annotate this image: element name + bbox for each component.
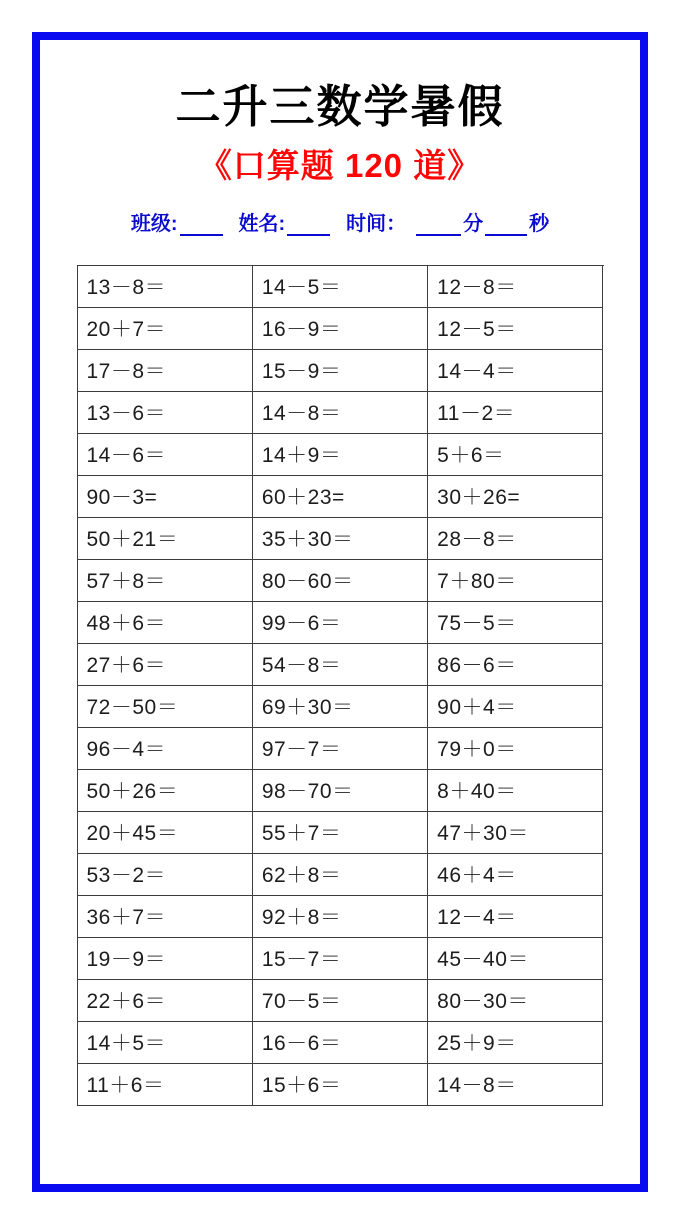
page-subtitle: 《口算题 120 道》	[198, 147, 482, 184]
problem-cell: 14－6＝	[78, 434, 253, 476]
problem-cell: 11－2＝	[428, 392, 603, 434]
problem-cell: 36＋7＝	[78, 896, 253, 938]
problem-cell: 12－8＝	[428, 266, 603, 308]
page-title: 二升三数学暑假	[175, 81, 505, 132]
problem-cell: 13－8＝	[78, 266, 253, 308]
problem-cell: 8＋40＝	[428, 770, 603, 812]
problem-cell: 48＋6＝	[78, 602, 253, 644]
problem-cell: 75－5＝	[428, 602, 603, 644]
problem-cell: 46＋4＝	[428, 854, 603, 896]
problem-cell: 53－2＝	[78, 854, 253, 896]
problem-cell: 13－6＝	[78, 392, 253, 434]
seconds-label: 秒	[529, 212, 550, 235]
problem-cell: 14＋5＝	[78, 1022, 253, 1064]
problem-cell: 28－8＝	[428, 518, 603, 560]
problem-cell: 12－5＝	[428, 308, 603, 350]
problem-cell: 98－70＝	[253, 770, 428, 812]
problem-cell: 70－5＝	[253, 980, 428, 1022]
problem-cell: 80－30＝	[428, 980, 603, 1022]
problem-cell: 90－3=	[78, 476, 253, 518]
problem-cell: 16－9＝	[253, 308, 428, 350]
problem-cell: 15－9＝	[253, 350, 428, 392]
problem-cell: 57＋8＝	[78, 560, 253, 602]
problem-cell: 12－4＝	[428, 896, 603, 938]
problem-cell: 11＋6＝	[78, 1064, 253, 1106]
problem-cell: 19－9＝	[78, 938, 253, 980]
problem-cell: 25＋9＝	[428, 1022, 603, 1064]
problem-cell: 80－60＝	[253, 560, 428, 602]
problem-cell: 22＋6＝	[78, 980, 253, 1022]
problem-cell: 79＋0＝	[428, 728, 603, 770]
problem-cell: 16－6＝	[253, 1022, 428, 1064]
time-minutes-blank	[416, 214, 461, 236]
problem-cell: 27＋6＝	[78, 644, 253, 686]
problem-cell: 72－50＝	[78, 686, 253, 728]
name-label: 姓名:	[238, 212, 286, 235]
problem-cell: 86－6＝	[428, 644, 603, 686]
problem-cell: 50＋26＝	[78, 770, 253, 812]
page-border-frame	[32, 32, 648, 1192]
problem-cell: 92＋8＝	[253, 896, 428, 938]
problems-table	[77, 265, 604, 1106]
problem-cell: 96－4＝	[78, 728, 253, 770]
problem-cell: 15－7＝	[253, 938, 428, 980]
problem-cell: 50＋21＝	[78, 518, 253, 560]
problem-cell: 14－4＝	[428, 350, 603, 392]
problem-cell: 55＋7＝	[253, 812, 428, 854]
problem-cell: 97－7＝	[253, 728, 428, 770]
problem-cell: 60＋23=	[253, 476, 428, 518]
problem-cell: 54－8＝	[253, 644, 428, 686]
name-blank	[287, 214, 330, 236]
minutes-label: 分	[463, 212, 484, 235]
class-label: 班级:	[130, 212, 178, 235]
problem-cell: 14－5＝	[253, 266, 428, 308]
problem-cell: 69＋30＝	[253, 686, 428, 728]
problem-cell: 47＋30＝	[428, 812, 603, 854]
time-label: 时间：	[346, 212, 407, 235]
problem-cell: 17－8＝	[78, 350, 253, 392]
class-blank	[180, 214, 223, 236]
problem-cell: 90＋4＝	[428, 686, 603, 728]
problem-cell: 99－6＝	[253, 602, 428, 644]
problem-cell: 14－8＝	[253, 392, 428, 434]
problem-cell: 14＋9＝	[253, 434, 428, 476]
problem-cell: 62＋8＝	[253, 854, 428, 896]
problem-cell: 14－8＝	[428, 1064, 603, 1106]
time-seconds-blank	[485, 214, 527, 236]
problem-cell: 7＋80＝	[428, 560, 603, 602]
problem-cell: 20＋7＝	[78, 308, 253, 350]
problem-cell: 15＋6＝	[253, 1064, 428, 1106]
info-line	[40, 207, 640, 236]
problem-cell: 30＋26=	[428, 476, 603, 518]
problem-cell: 35＋30＝	[253, 518, 428, 560]
problem-cell: 5＋6＝	[428, 434, 603, 476]
problem-cell: 45－40＝	[428, 938, 603, 980]
problem-cell: 20＋45＝	[78, 812, 253, 854]
